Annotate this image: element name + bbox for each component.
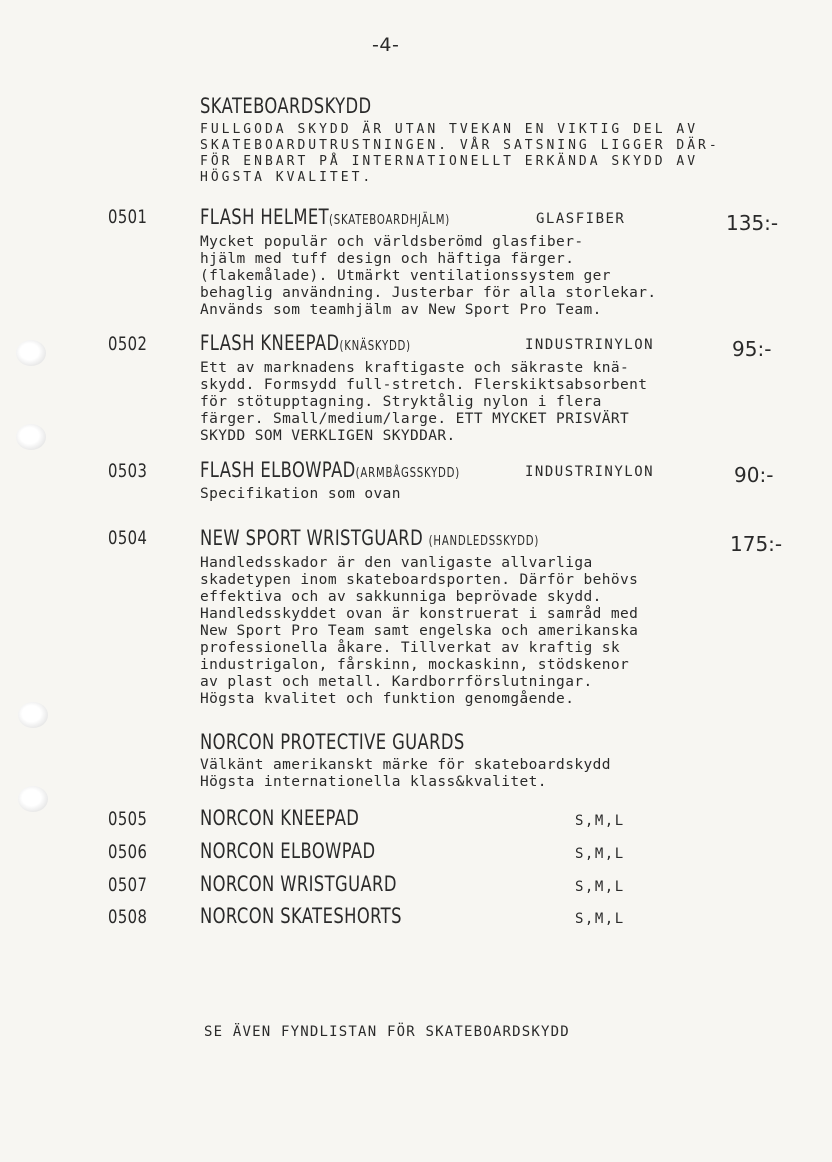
product-description: Specifikation som ovan [200,486,401,502]
product-code: 0502 [108,333,148,355]
footer-note: SE ÄVEN FYNDLISTAN FÖR SKATEBOARDSKYDD [204,1024,570,1040]
product-name: NORCON SKATESHORTS [200,904,402,928]
binder-hole [16,340,46,366]
product-name: FLASH ELBOWPAD(ARMBÅGSSKYDD) [200,458,460,482]
product-description: Ett av marknadens kraftigaste och säkraste knä- skydd. Formsydd full-stretch. Flerskiktsabsorbent för stötupptagning. Stryktålig nylon i flera färger. Small/medium/large. ETT MYCKET PRISVÄRT SKYDD SOM VERKLIGEN SKYDDAR. [200,360,648,444]
product-name: FLASH HELMET(SKATEBOARDHJÄLM) [200,205,450,229]
product-material: INDUSTRINYLON [525,337,655,353]
product-price: 95:- [732,337,772,361]
product-name: NEW SPORT WRISTGUARD (HANDLEDSSKYDD) [200,526,540,550]
section-heading: SKATEBOARDSKYDD [200,94,372,118]
product-price: 90:- [734,463,774,487]
product-sizes: S,M,L [575,813,625,829]
binder-hole [18,786,48,812]
product-code: 0508 [108,906,148,928]
binder-hole [18,702,48,728]
product-name: NORCON WRISTGUARD [200,872,397,896]
product-description: Handledsskador är den vanligaste allvarliga skadetypen inom skateboardsporten. Därför behövs effektiva och av sakkunniga beprövade skydd. Handledsskyddet ovan är konstruerat i samråd med New Sport Pro Team samt engelska och amerikanska professionella åkare. Tillverkat av kraftig sk industrigalon, fårskinn, mockaskinn, stödskenor av plast och metall. Kardborrförslutningar. Högsta kvalitet och funktion genomgående. [200,555,639,707]
product-code: 0503 [108,460,148,482]
product-sizes: S,M,L [575,846,625,862]
product-sizes: S,M,L [575,879,625,895]
binder-hole [16,424,46,450]
product-code: 0506 [108,841,148,863]
product-code: 0504 [108,527,148,549]
product-price: 135:- [726,211,779,235]
product-material: INDUSTRINYLON [525,464,655,480]
product-code: 0505 [108,808,148,830]
product-sizes: S,M,L [575,911,625,927]
product-price: 175:- [730,532,783,556]
norcon-intro: Välkänt amerikanskt märke för skateboardskydd Högsta internationella klass&kvalitet. [200,757,611,790]
product-name: NORCON KNEEPAD [200,806,360,830]
product-description: Mycket populär och världsberömd glasfiber- hjälm med tuff design och häftiga färger. (flakemålade). Utmärkt ventilationssystem ger behaglig användning. Justerbar för alla storlekar. Används som teamhjälm av New Sport Pro Team. [200,234,657,318]
product-name: NORCON ELBOWPAD [200,839,376,863]
product-code: 0507 [108,874,148,896]
page-number: -4- [372,34,400,56]
product-material: GLASFIBER [536,211,626,227]
section-heading: NORCON PROTECTIVE GUARDS [200,730,465,754]
product-code: 0501 [108,206,148,228]
intro-text: FULLGODA SKYDD ÄR UTAN TVEKAN EN VIKTIG DEL AV SKATEBOARDUTRUSTNINGEN. VÅR SATSNING LIGGER DÄR- FÖR ENBART PÅ INTERNATIONELLT ERKÄNDA SKYDD AV HÖGSTA KVALITET. [200,122,720,185]
product-name: FLASH KNEEPAD(KNÄSKYDD) [200,331,411,355]
